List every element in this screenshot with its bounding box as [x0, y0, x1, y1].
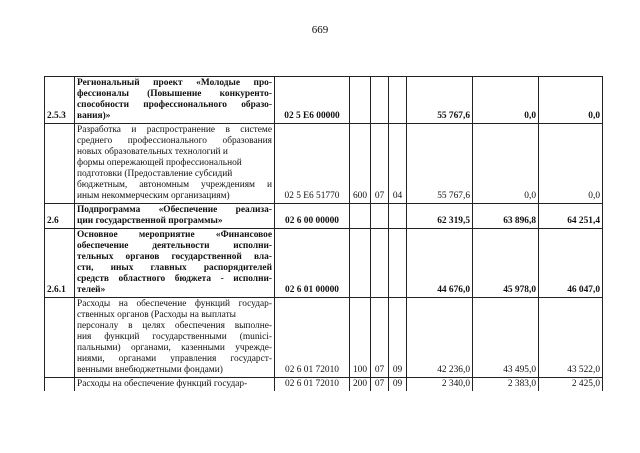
row-section	[371, 229, 389, 298]
row-section	[371, 77, 389, 124]
row-target-article: 02 6 00 00000	[275, 204, 350, 229]
row-name	[75, 204, 275, 229]
table-row	[45, 204, 603, 229]
row-amount-2: 2 383,0	[473, 378, 539, 392]
table-row	[45, 77, 603, 124]
name-line: формы опережающей профессиональной	[77, 158, 242, 168]
row-expense-type	[350, 229, 371, 298]
row-expense-type: 600	[350, 124, 371, 204]
name-line: ственных органов (Расходы на выплаты	[77, 310, 236, 320]
table-row	[45, 298, 603, 378]
row-expense-type	[350, 204, 371, 229]
page-number: 669	[311, 24, 329, 36]
table-row	[45, 378, 603, 392]
name-line: Разработка и распространение в системе	[77, 125, 272, 135]
name-line: пальными) органами, казенными учрежде-	[77, 343, 272, 353]
name-line: Основное мероприятие «Финансовое	[77, 230, 272, 240]
row-amount-2: 0,0	[473, 77, 539, 124]
row-amount-3: 64 251,4	[539, 204, 603, 229]
row-code	[45, 378, 75, 392]
table-row	[45, 124, 603, 204]
row-amount-1: 55 767,6	[407, 124, 473, 204]
name-line: Расходы на обеспечение функций государ-	[77, 299, 272, 309]
row-name	[75, 378, 275, 392]
name-line: новых образовательных технологий и	[77, 147, 228, 157]
name-line: телей»	[77, 285, 106, 295]
name-line: персоналу в целях обеспечения выполне-	[77, 321, 272, 331]
row-amount-1: 42 236,0	[407, 298, 473, 378]
row-target-article: 02 5 E6 00000	[275, 77, 350, 124]
name-line: тельных органов государственной вла-	[77, 252, 272, 262]
row-amount-2: 45 978,0	[473, 229, 539, 298]
row-target-article: 02 6 01 72010	[275, 378, 350, 392]
row-amount-2: 63 896,8	[473, 204, 539, 229]
row-amount-1: 55 767,6	[407, 77, 473, 124]
row-code	[45, 124, 75, 204]
row-name	[75, 77, 275, 124]
row-expense-type	[350, 77, 371, 124]
row-subsection: 09	[389, 378, 407, 392]
row-target-article: 02 6 01 00000	[275, 229, 350, 298]
row-section: 07	[371, 378, 389, 392]
name-line: фессионалы (Повышение конкуренто-	[77, 89, 272, 99]
row-target-article: 02 6 01 72010	[275, 298, 350, 378]
row-amount-3: 0,0	[539, 77, 603, 124]
row-target-article: 02 5 E6 51770	[275, 124, 350, 204]
row-amount-2: 0,0	[473, 124, 539, 204]
name-line: способности профессионального образо-	[77, 100, 272, 110]
row-subsection: 09	[389, 298, 407, 378]
name-line: средств областного бюджета - исполни-	[77, 274, 272, 284]
row-amount-3: 43 522,0	[539, 298, 603, 378]
row-section	[371, 204, 389, 229]
budget-table	[44, 76, 603, 391]
row-amount-1: 44 676,0	[407, 229, 473, 298]
name-line: бюджетным, автономным учреждениям и	[77, 180, 272, 190]
row-section: 07	[371, 124, 389, 204]
row-expense-type: 200	[350, 378, 371, 392]
name-line: венными внебюджетными фондами)	[77, 365, 223, 375]
name-line: Региональный проект «Молодые про-	[77, 78, 272, 88]
name-line: среднего профессионального образования	[77, 136, 272, 146]
row-amount-1: 2 340,0	[407, 378, 473, 392]
name-line: ния функций государственными (munici-	[77, 332, 272, 342]
table-row	[45, 229, 603, 298]
name-line: ниями, органами управления государст-	[77, 354, 272, 364]
row-code: 2.6.1	[45, 229, 75, 298]
row-code	[45, 298, 75, 378]
name-line: Расходы на обеспечение функций государ-	[77, 379, 248, 389]
row-name	[75, 229, 275, 298]
row-name	[75, 298, 275, 378]
row-amount-3: 46 047,0	[539, 229, 603, 298]
name-line: сти, иных главных распорядителей	[77, 263, 272, 273]
row-subsection: 04	[389, 124, 407, 204]
row-amount-3: 2 425,0	[539, 378, 603, 392]
row-amount-2: 43 495,0	[473, 298, 539, 378]
name-line: обеспечение деятельности исполни-	[77, 241, 272, 251]
row-subsection	[389, 204, 407, 229]
name-line: подготовки (Предоставление субсидий	[77, 169, 233, 179]
name-line: ции государственной программы»	[77, 216, 223, 226]
name-line: Подпрограмма «Обеспечение реализа-	[77, 205, 272, 215]
row-expense-type: 100	[350, 298, 371, 378]
row-code: 2.5.3	[45, 77, 75, 124]
row-subsection	[389, 77, 407, 124]
row-section: 07	[371, 298, 389, 378]
row-subsection	[389, 229, 407, 298]
name-line: вания)»	[77, 111, 111, 121]
name-line: иным некоммерческим организациям)	[77, 191, 230, 201]
row-name	[75, 124, 275, 204]
row-amount-1: 62 319,5	[407, 204, 473, 229]
row-amount-3: 0,0	[539, 124, 603, 204]
row-code: 2.6	[45, 204, 75, 229]
